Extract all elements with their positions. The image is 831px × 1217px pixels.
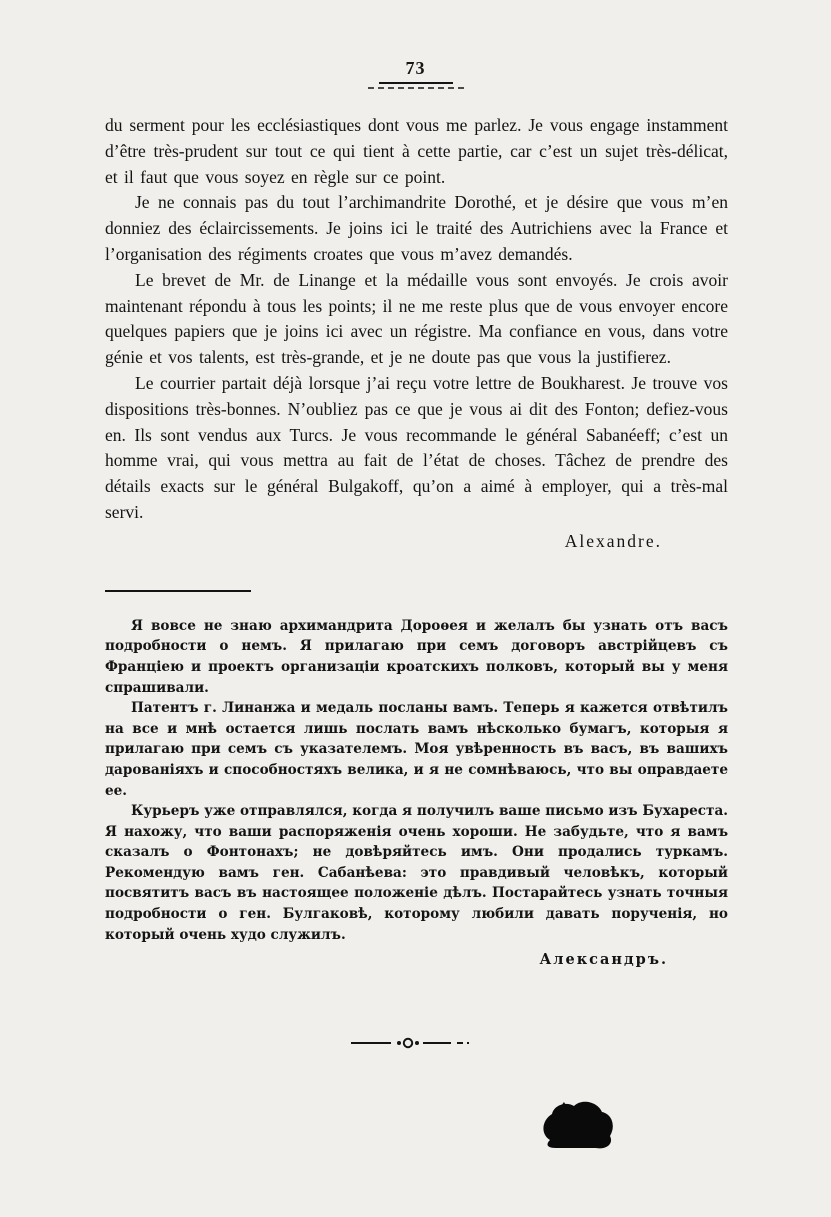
ink-blot-icon [538,1100,616,1152]
french-signature: Alexandre. [564,530,662,551]
russian-signature: Александръ. [539,951,668,969]
page-number: 73 [405,58,426,78]
page-number-rule [379,82,453,84]
russian-paragraph-2: Патентъ г. Линанжа и медаль посланы вамъ. Теперь я кажется отвѣтилъ на все и мнѣ остается лишь послать вамъ нѣсколько бумагъ, которыя я прилагаю при семъ съ указателемъ. Моя увѣренность въ васъ, въ вашихъ дарованіяхъ и способностяхъ велика, и я не сомнѣваюсь, что вы оправдаете ее. [105,700,728,799]
french-paragraph-2: Je ne connais pas du tout l’archimandrite Dorothé, et je désire que vous m’en donniez des éclaircissements. Je joins ici le traité des Autrichiens avec la France et l’organisation des régiments croates que vous m’avez demandés. [105,192,728,264]
page-number-dashes [368,87,464,89]
page-header [0,0,831,89]
knot-ornament-icon [351,1036,481,1050]
french-letter [105,113,728,526]
french-paragraph-1: du serment pour les ecclésiastiques dont vous me parlez. Je vous engage instamment d’être très-prudent sur tout ce qui tient à cette partie, car c’est un sujet très-délicat, et il faut que vous soyez en règle sur ce point. [105,115,728,187]
section-divider-rule [105,590,251,592]
russian-letter [105,616,728,946]
french-paragraph-3: Le brevet de Mr. de Linange et la médaille vous sont envoyés. Je crois avoir maintenant répondu à tous les points; il ne me reste plus que de vous envoyer encore quelques papiers que je joins ici avec un régistre. Ma confiance en vous, dans votre génie et vos talents, est très-grande, et je ne doute pas que vous la justifierez. [105,269,728,368]
french-paragraph-4: Le courrier partait déjà lorsque j’ai reçu votre lettre de Boukharest. Je trouve vos dispositions très-bonnes. N’oubliez pas ce que je vous ai dit des Fonton; defiez-vous en. Ils sont vendus aux Turcs. Je vous recommande le général Sabanéeff; c’est un homme vrai, qui vous mettra au fait de l’état de choses. Tâchez de prendre des détails exacts sur le général Bulgakoff, qu’on a aimé à employer, qui a très-mal servi. [105,372,728,522]
russian-paragraph-3: Курьеръ уже отправлялся, когда я получилъ ваше письмо изъ Бухареста. Я нахожу, что ваши распоряженія очень хороши. Не забудьте, что я вамъ сказалъ о Фонтонахъ; не довѣряйтесь имъ. Они продались туркамъ. Рекомендую вамъ ген. Сабанѣева: это правдивый человѣкъ, который посвятитъ васъ въ настоящее положеніе дѣлъ. Постарайтесь узнать точныя подробности о ген. Булгаковѣ, которому любили давать порученія, но который очень худо служилъ. [105,803,728,943]
ornament-divider [0,1033,831,1051]
russian-paragraph-1: Я вовсе не знаю архимандрита Дороѳея и желалъ бы узнать отъ васъ подробности о немъ. Я прилагаю при семъ договоръ австрійцевъ съ Франціею и проектъ организаціи кроатскихъ полковъ, который вы у меня спрашивали. [105,617,728,696]
